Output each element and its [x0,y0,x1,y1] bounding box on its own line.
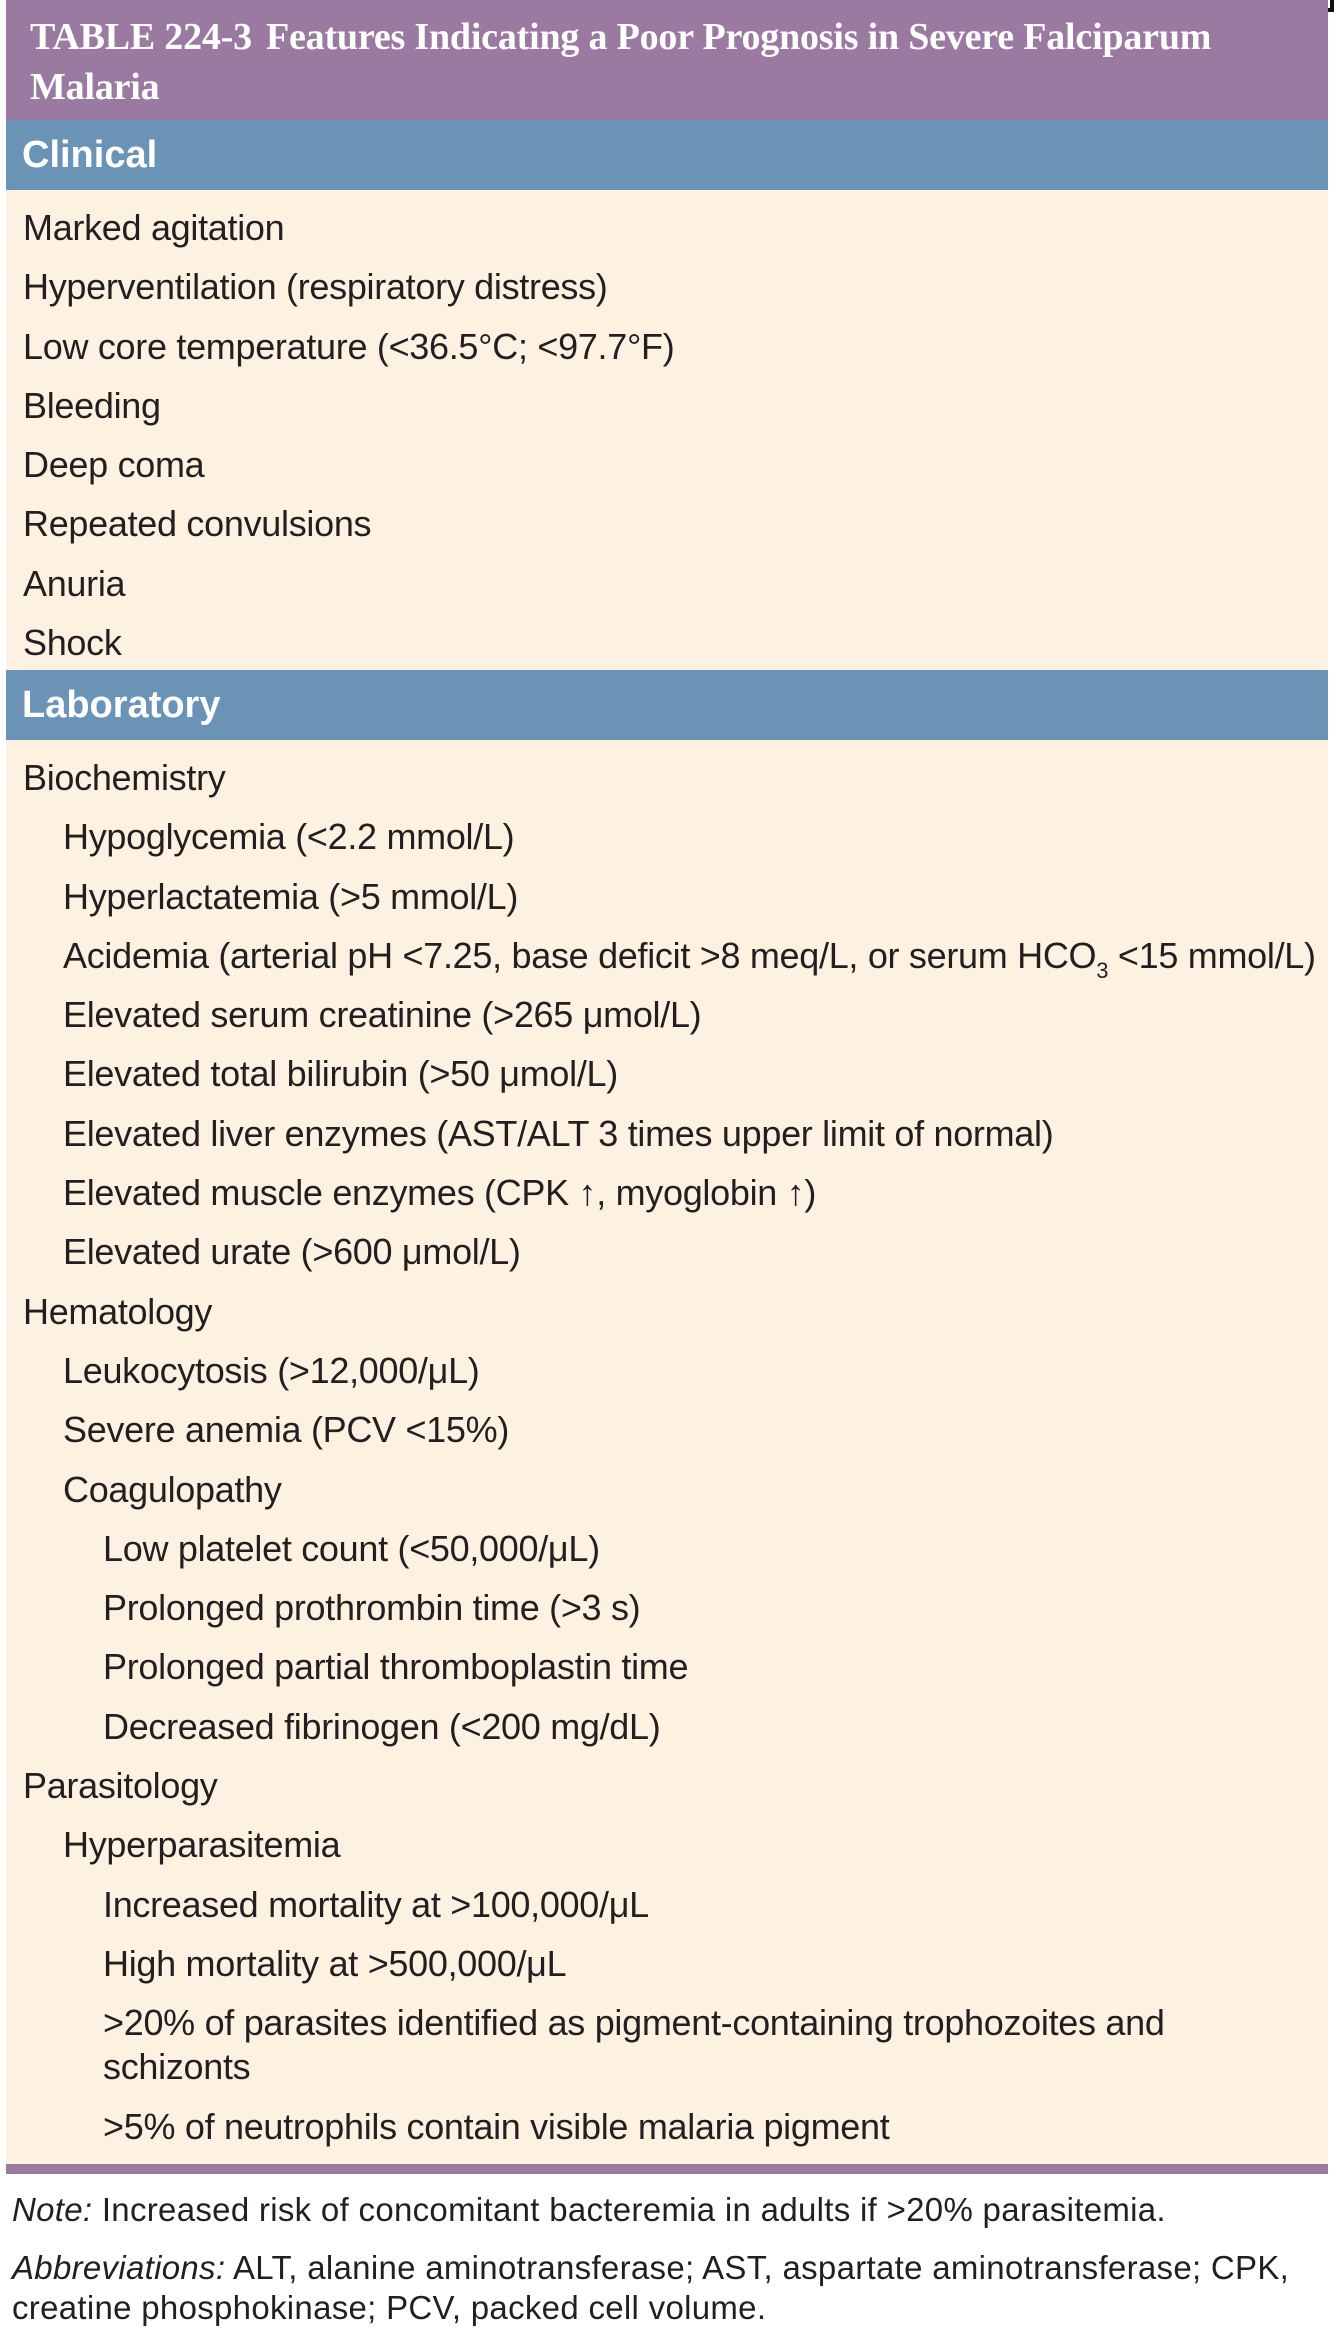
abbreviations-text: ALT, alanine aminotransferase; AST, aspartate aminotransferase; CPK, creatine phosphokinase; PCV, packed cell volume. [12,2249,1290,2326]
table-title-bar [6,0,1328,120]
hyperparasitemia-item: Increased mortality at >100,000/μL [103,1883,649,1925]
clinical-section [6,190,1328,670]
hyperparasitemia-item: >5% of neutrophils contain visible malaria pigment [103,2106,890,2148]
abbreviations-label: Abbreviations: [12,2249,226,2286]
laboratory-section [6,740,1328,2164]
clinical-item: Deep coma [23,444,205,486]
clinical-item: Repeated convulsions [23,503,372,545]
hco3-subscript: 3 [1096,957,1109,983]
coagulopathy-item: Decreased fibrinogen (<200 mg/dL) [103,1705,661,1747]
acidemia-prefix: Acidemia (arterial pH <7.25, base deficit >8 meq/L, or serum HCO [63,934,1097,976]
section-header-clinical: Clinical [6,120,1328,190]
prognosis-table [6,0,1328,2174]
section-header-laboratory: Laboratory [6,670,1328,740]
biochemistry-item: Hypoglycemia (<2.2 mmol/L) [63,816,515,858]
category-label-biochemistry: Biochemistry [23,757,226,798]
note-label: Note: [12,2191,93,2228]
note-text: Increased risk of concomitant bacteremia in adults if >20% parasitemia. [92,2191,1166,2228]
clinical-item: Hyperventilation (respiratory distress) [23,266,608,308]
coagulopathy-item: Prolonged prothrombin time (>3 s) [103,1587,641,1629]
subcategory-label-hyperparasitemia: Hyperparasitemia [63,1824,341,1866]
clinical-item: Shock [23,622,122,664]
biochemistry-item: Hyperlactatemia (>5 mmol/L) [63,875,519,917]
clinical-item: Low core temperature (<36.5°C; <97.7°F) [23,325,675,367]
table-bottom-rule [6,2164,1328,2174]
category-label-parasitology: Parasitology [23,1765,218,1807]
subcategory-label-coagulopathy: Coagulopathy [63,1468,282,1510]
category-label-hematology: Hematology [23,1290,213,1332]
table-number: TABLE 224-3 [30,16,252,58]
hematology-item: Leukocytosis (>12,000/μL) [63,1349,480,1391]
acidemia-suffix: <15 mmol/L) [1108,934,1316,976]
biochemistry-item: Elevated serum creatinine (>265 μmol/L) [63,994,702,1036]
hyperparasitemia-item: High mortality at >500,000/μL [103,1942,567,1984]
clinical-item: Anuria [23,562,126,604]
biochemistry-item: Elevated muscle enzymes (CPK ↑, myoglobin ↑) [63,1172,817,1214]
table-title: Features Indicating a Poor Prognosis in Severe Falciparum Malaria [30,16,1212,108]
hyperparasitemia-item: >20% of parasites identified as pigment-containing trophozoites and schizonts [103,2002,1165,2088]
biochemistry-item: Elevated urate (>600 μmol/L) [63,1231,521,1273]
table-footnotes [12,2190,1322,2346]
coagulopathy-item: Low platelet count (<50,000/μL) [103,1527,600,1569]
coagulopathy-item: Prolonged partial thromboplastin time [103,1646,689,1688]
abbreviations-line [12,2248,1322,2328]
note-line [12,2190,1322,2230]
biochemistry-item-acidemia [6,926,1328,985]
biochemistry-item: Elevated liver enzymes (AST/ALT 3 times upper limit of normal) [63,1112,1054,1154]
clinical-item: Marked agitation [23,207,285,248]
hematology-item: Severe anemia (PCV <15%) [63,1409,510,1451]
clinical-item: Bleeding [23,384,161,426]
biochemistry-item: Elevated total bilirubin (>50 μmol/L) [63,1053,618,1095]
